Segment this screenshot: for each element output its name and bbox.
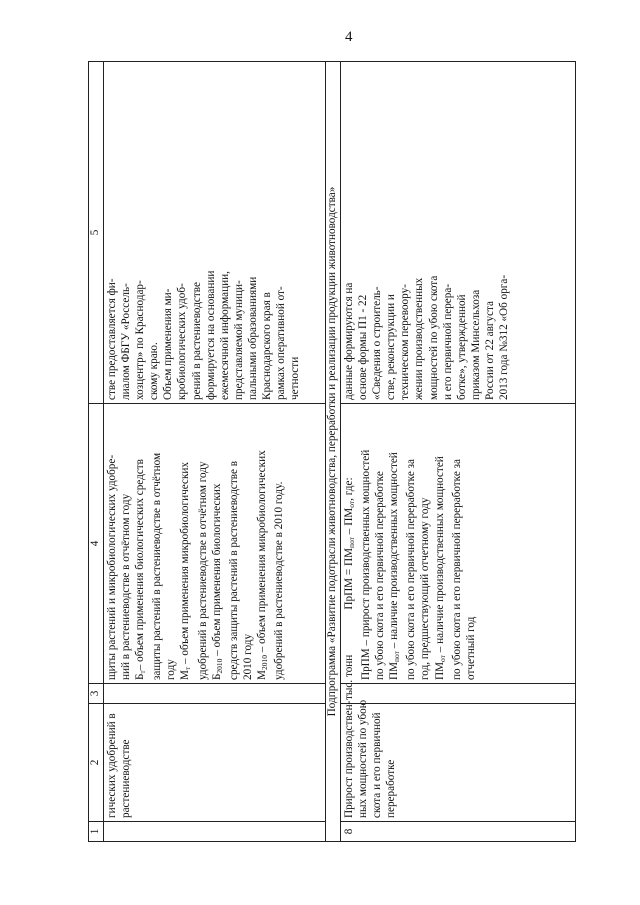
source-line: техническом перевоору-	[399, 284, 412, 400]
subprogram-row	[326, 62, 341, 842]
source-line: пальными образованиями	[246, 276, 259, 400]
source-line: скому краю.	[148, 342, 161, 400]
formula-line: по убою скота и его первичной переработке за	[450, 459, 463, 680]
unit-label: тыс. тонн	[343, 654, 355, 700]
source-line: стве предоставляется фи-	[106, 278, 118, 400]
source-line: России от 22 августа	[483, 300, 496, 400]
rotated-table-wrapper	[88, 62, 576, 842]
formula-line: защиты растений в растениеводстве в отчётном	[151, 452, 164, 680]
formula-line: ПрПМ – прирост производственных мощностей	[360, 449, 373, 680]
indicator-line: гических удобрений в	[106, 713, 118, 818]
indicator-line: Прирост производствен-	[343, 700, 355, 818]
formula-line: по убою скота и его первичной переработке за	[405, 459, 418, 680]
cell-formula	[104, 404, 326, 684]
cell-formula	[341, 404, 576, 684]
source-line: представляемой муници-	[232, 280, 245, 400]
source-line: четности	[289, 356, 302, 400]
formula-line: $Б_{2010}$ – объем применения биологических	[210, 483, 224, 680]
indicator-line: растениеводстве	[120, 739, 133, 818]
formula-line: удобрений в растениеводстве в 2010 году.	[273, 481, 286, 680]
header-col-4: 4	[89, 404, 104, 684]
source-line: приказом Минсельхоза	[469, 289, 482, 400]
header-col-5: 5	[89, 62, 104, 404]
formula-line: $М_{2010}$ – объем применения микробиологических	[255, 450, 269, 680]
source-line: хозцентр» по Краснодар-	[134, 280, 147, 400]
table-row-continued	[104, 62, 326, 842]
source-line: формируется на основании	[204, 270, 217, 400]
source-line: Объем применения ми-	[162, 288, 175, 400]
formula-line: 2010 году	[241, 633, 254, 680]
source-line: стве, реконструкции и	[385, 294, 398, 400]
source-line: и его первичной перера-	[441, 283, 454, 400]
cell-unit	[104, 684, 326, 704]
source-line: кробиологических удоб-	[176, 283, 189, 400]
cell-number	[104, 822, 326, 842]
indicator-line: ных мощностей по убою	[357, 699, 370, 818]
table-header-row	[89, 62, 104, 842]
formula-main: ПрПМ = $ПМ_{пот} - ПМ_{от}$, где:	[343, 477, 356, 610]
subprogram-title: Подпрограмма «Развитие подотрасли животноводства, переработки и реализации продукции животноводства»	[326, 62, 341, 842]
source-line: основе формы П1 - 22	[357, 294, 370, 400]
source-line: данные формируются на	[343, 282, 355, 400]
cell-unit	[341, 654, 576, 704]
formula-line: год, предшествующий отчетному году	[419, 497, 432, 680]
page-number: 4	[345, 29, 353, 45]
header-col-2: 2	[89, 704, 104, 822]
source-line: мощностей по убою скота	[427, 275, 440, 400]
formula-line: $Б_т-$ объем применения биологических средств	[134, 459, 148, 680]
source-line: «Сведения о строитель-	[371, 286, 384, 400]
source-line: рений в растениеводстве	[190, 282, 203, 400]
formula-line: отчетный год	[464, 616, 477, 680]
source-line: жении производственных	[413, 277, 426, 400]
header-col-3: 3	[89, 684, 104, 704]
formula-line: $ПМ_{от}$ – наличие производственных мощностей	[433, 456, 447, 680]
formula-line: по убою скота и его первичной переработке	[374, 471, 387, 680]
formula-line: году	[165, 659, 178, 680]
cell-indicator	[104, 704, 326, 822]
indicator-line: скота и его первичной	[371, 712, 384, 818]
source-line: ежемесячной информации,	[218, 271, 231, 400]
formula-line: удобрений в растениеводстве в отчётном году	[196, 461, 209, 680]
source-line: лиалом ФБГУ «Россель-	[120, 283, 133, 400]
cell-source	[341, 62, 576, 404]
cell-number: 8	[341, 822, 576, 842]
header-col-1: 1	[89, 822, 104, 842]
formula-line: средств защиты растений в растениеводстве в	[227, 460, 240, 680]
formula-line: $ПМ_{пот}$ – наличие производственных мощностей	[388, 452, 402, 680]
table-row-8	[341, 62, 576, 842]
source-line: ботке», утвержденной	[455, 294, 468, 400]
source-line: 2013 года №312 «Об орга-	[498, 274, 511, 400]
cell-source	[104, 62, 326, 404]
source-line: рамках оперативной от-	[275, 286, 288, 400]
source-line: Краснодарского края в	[261, 292, 274, 400]
formula-line: щиты растений и микробиологических удобре-	[106, 454, 118, 680]
cell-indicator	[341, 699, 576, 822]
indicator-table	[88, 61, 576, 842]
formula-line: ний в растениеводстве в отчётном году	[120, 493, 133, 680]
indicator-line: переработке	[385, 759, 398, 818]
formula-line: $М_т$ – объем применения микробиологических	[179, 462, 193, 680]
